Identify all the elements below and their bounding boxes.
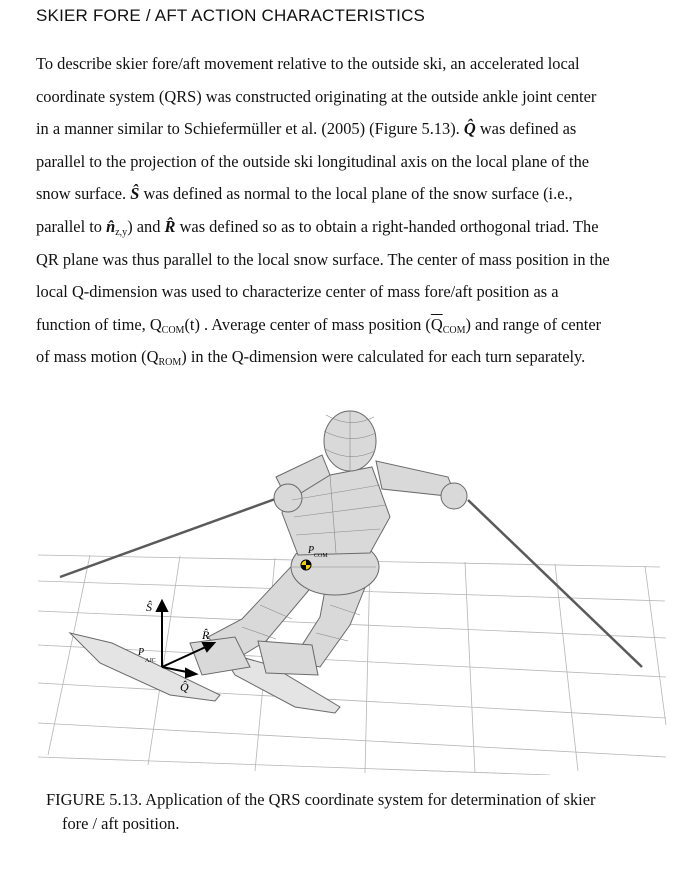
paragraph-line-5 (36, 178, 676, 211)
r-axis-label: R̂ (202, 628, 210, 642)
q-com-subscript: COM (161, 324, 185, 336)
n-hat-subscript: z,y (115, 226, 128, 238)
skier-figure (30, 405, 670, 775)
paragraph-line-4 (36, 146, 676, 179)
caption-line-1: FIGURE 5.13. Application of the QRS coordinate system for determination of skier (46, 790, 596, 809)
left-hand (274, 484, 302, 512)
text-span: QR plane was thus parallel to the local snow surface. The center of mass position in the (36, 249, 610, 269)
text-span: function of time, (36, 314, 146, 334)
s-axis-label: Ŝ (146, 600, 152, 614)
paragraph-line-2 (36, 81, 676, 114)
q-axis-label: Q̂ (180, 680, 189, 694)
caption-line-2: fore / aft position. (62, 814, 180, 833)
p-ajc-subscript: AJC (145, 658, 156, 664)
paragraph-line-6 (36, 211, 676, 244)
body-paragraph (36, 48, 676, 374)
paragraph-line-1 (36, 48, 676, 81)
text-span: To describe skier fore/aft movement relative to the outside ski, an accelerated local (36, 54, 580, 73)
text-span: local Q-dimension was used to characterize center of mass fore/aft position as a (36, 282, 559, 302)
paragraph-line-7 (36, 244, 676, 277)
inside-boot (258, 641, 318, 675)
text-span: ) in the Q-dimension were calculated for each turn separately. (181, 347, 586, 367)
section-heading: SKIER FORE / AFT ACTION CHARACTERISTICS (36, 6, 426, 25)
q-com-bar-symbol: $\overline{Q}$ (430, 314, 443, 334)
text-span: ) and range of center (465, 314, 602, 334)
s-hat-symbol: Ŝ (130, 184, 140, 204)
s-arrowhead (157, 601, 167, 611)
p-ajc-label: P (138, 647, 145, 658)
p-com-label: P (308, 545, 315, 556)
left-pole (60, 498, 278, 577)
q-rom-subscript: ROM (158, 357, 182, 369)
q-rom-symbol: Q (146, 347, 159, 367)
paragraph-line-10 (36, 341, 676, 374)
q-hat-symbol: Q̂ (463, 119, 476, 139)
paragraph-line-8 (36, 276, 676, 309)
text-span: snow surface. (36, 184, 127, 204)
text-span: of mass motion ( (36, 347, 147, 367)
text-span: coordinate system (QRS) was constructed originating at the outside ankle joint center (36, 86, 597, 106)
text-span: parallel to the projection of the outside ski longitudinal axis on the local plane of the (36, 151, 590, 171)
text-span: was defined so as to obtain a right-handed orthogonal triad. The (179, 216, 599, 236)
right-hand (441, 483, 467, 509)
q-com-bar-subscript: COM (442, 324, 466, 336)
q-com-symbol: Q (149, 314, 162, 334)
paragraph-line-9 (36, 309, 676, 342)
text-span: was defined as normal to the local plane of the snow surface (i.e., (143, 184, 573, 204)
text-span: ) and (127, 216, 161, 236)
text-span: was defined as (479, 119, 577, 139)
p-com-subscript: COM (314, 553, 328, 559)
n-hat-symbol: n̂ (106, 216, 116, 236)
grid-line (38, 723, 666, 757)
text-span: (t) . Average center of mass position ( (184, 314, 431, 334)
grid-line (38, 757, 550, 775)
grid-line (645, 566, 666, 725)
q-arrowhead (186, 669, 196, 677)
r-hat-symbol: R̂ (164, 216, 176, 236)
right-pole (468, 500, 642, 667)
paragraph-line-3 (36, 113, 676, 146)
text-span: parallel to (36, 216, 102, 236)
figure-caption (46, 788, 666, 836)
text-span: in a manner similar to Schiefermüller et al. (2005) (Figure 5.13). (36, 119, 460, 139)
